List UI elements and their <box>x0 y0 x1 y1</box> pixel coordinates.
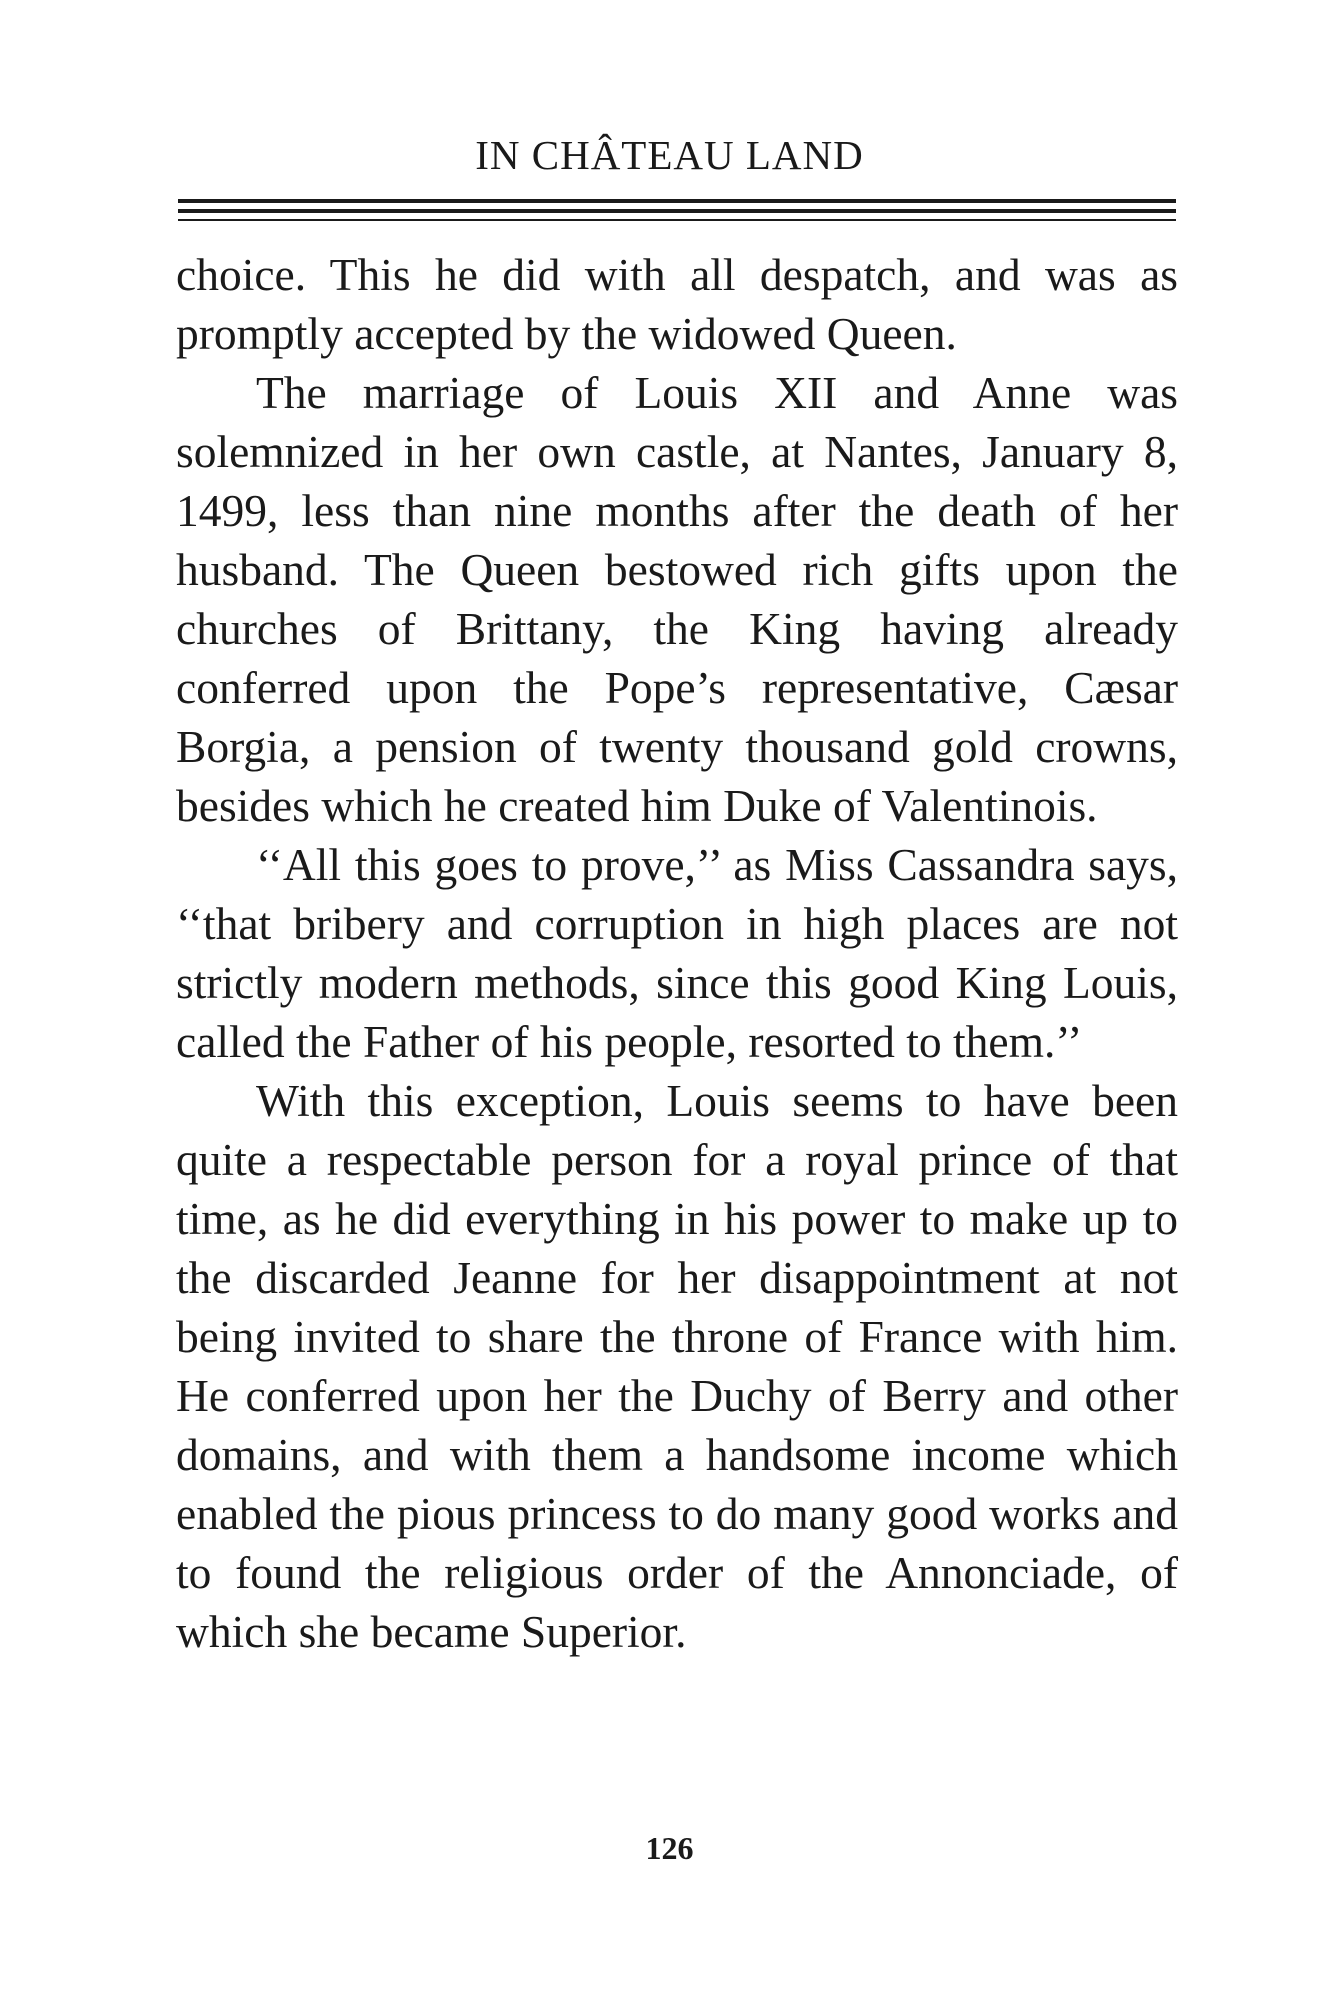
header-rule-bottom <box>178 219 1176 221</box>
page-number: 126 <box>645 1830 694 1866</box>
header-rule-top <box>178 199 1176 203</box>
paragraph-3: ‘‘All this goes to prove,’’ as Miss Cassandra says, ‘‘that bribery and corruption in high places are not strictly modern methods, since this good King Louis, called the Father of his people, resorted to them.’’ <box>176 839 1178 1067</box>
running-title: IN CHÂTEAU LAND <box>475 132 864 178</box>
paragraph-1: choice. This he did with all despatch, and was as promptly accepted by the widowed Queen. <box>176 249 1178 359</box>
paragraph-4: With this exception, Louis seems to have been quite a respectable person for a royal prince of that time, as he did everything in his power to make up to the discarded Jeanne for her disappointment at not being invited to share the throne of France with him. He conferred upon her the Duchy of Berry and other domains, and with them a handsome income which enabled the pious princess to do many good works and to found the religious order of the Annonciade, of which she became Superior. <box>176 1075 1178 1657</box>
header-rule-middle <box>178 209 1176 213</box>
paragraph-2: The marriage of Louis XII and Anne was solemnized in her own castle, at Nantes, January 8, 1499, less than nine months after the death of her husband. The Queen bestowed rich gifts upon the churches of Brittany, the King having already conferred upon the Pope’s representative, Cæsar Borgia, a pension of twenty thousand gold crowns, besides which he created him Duke of Valentinois. <box>176 367 1178 831</box>
page-body <box>176 245 1178 1661</box>
